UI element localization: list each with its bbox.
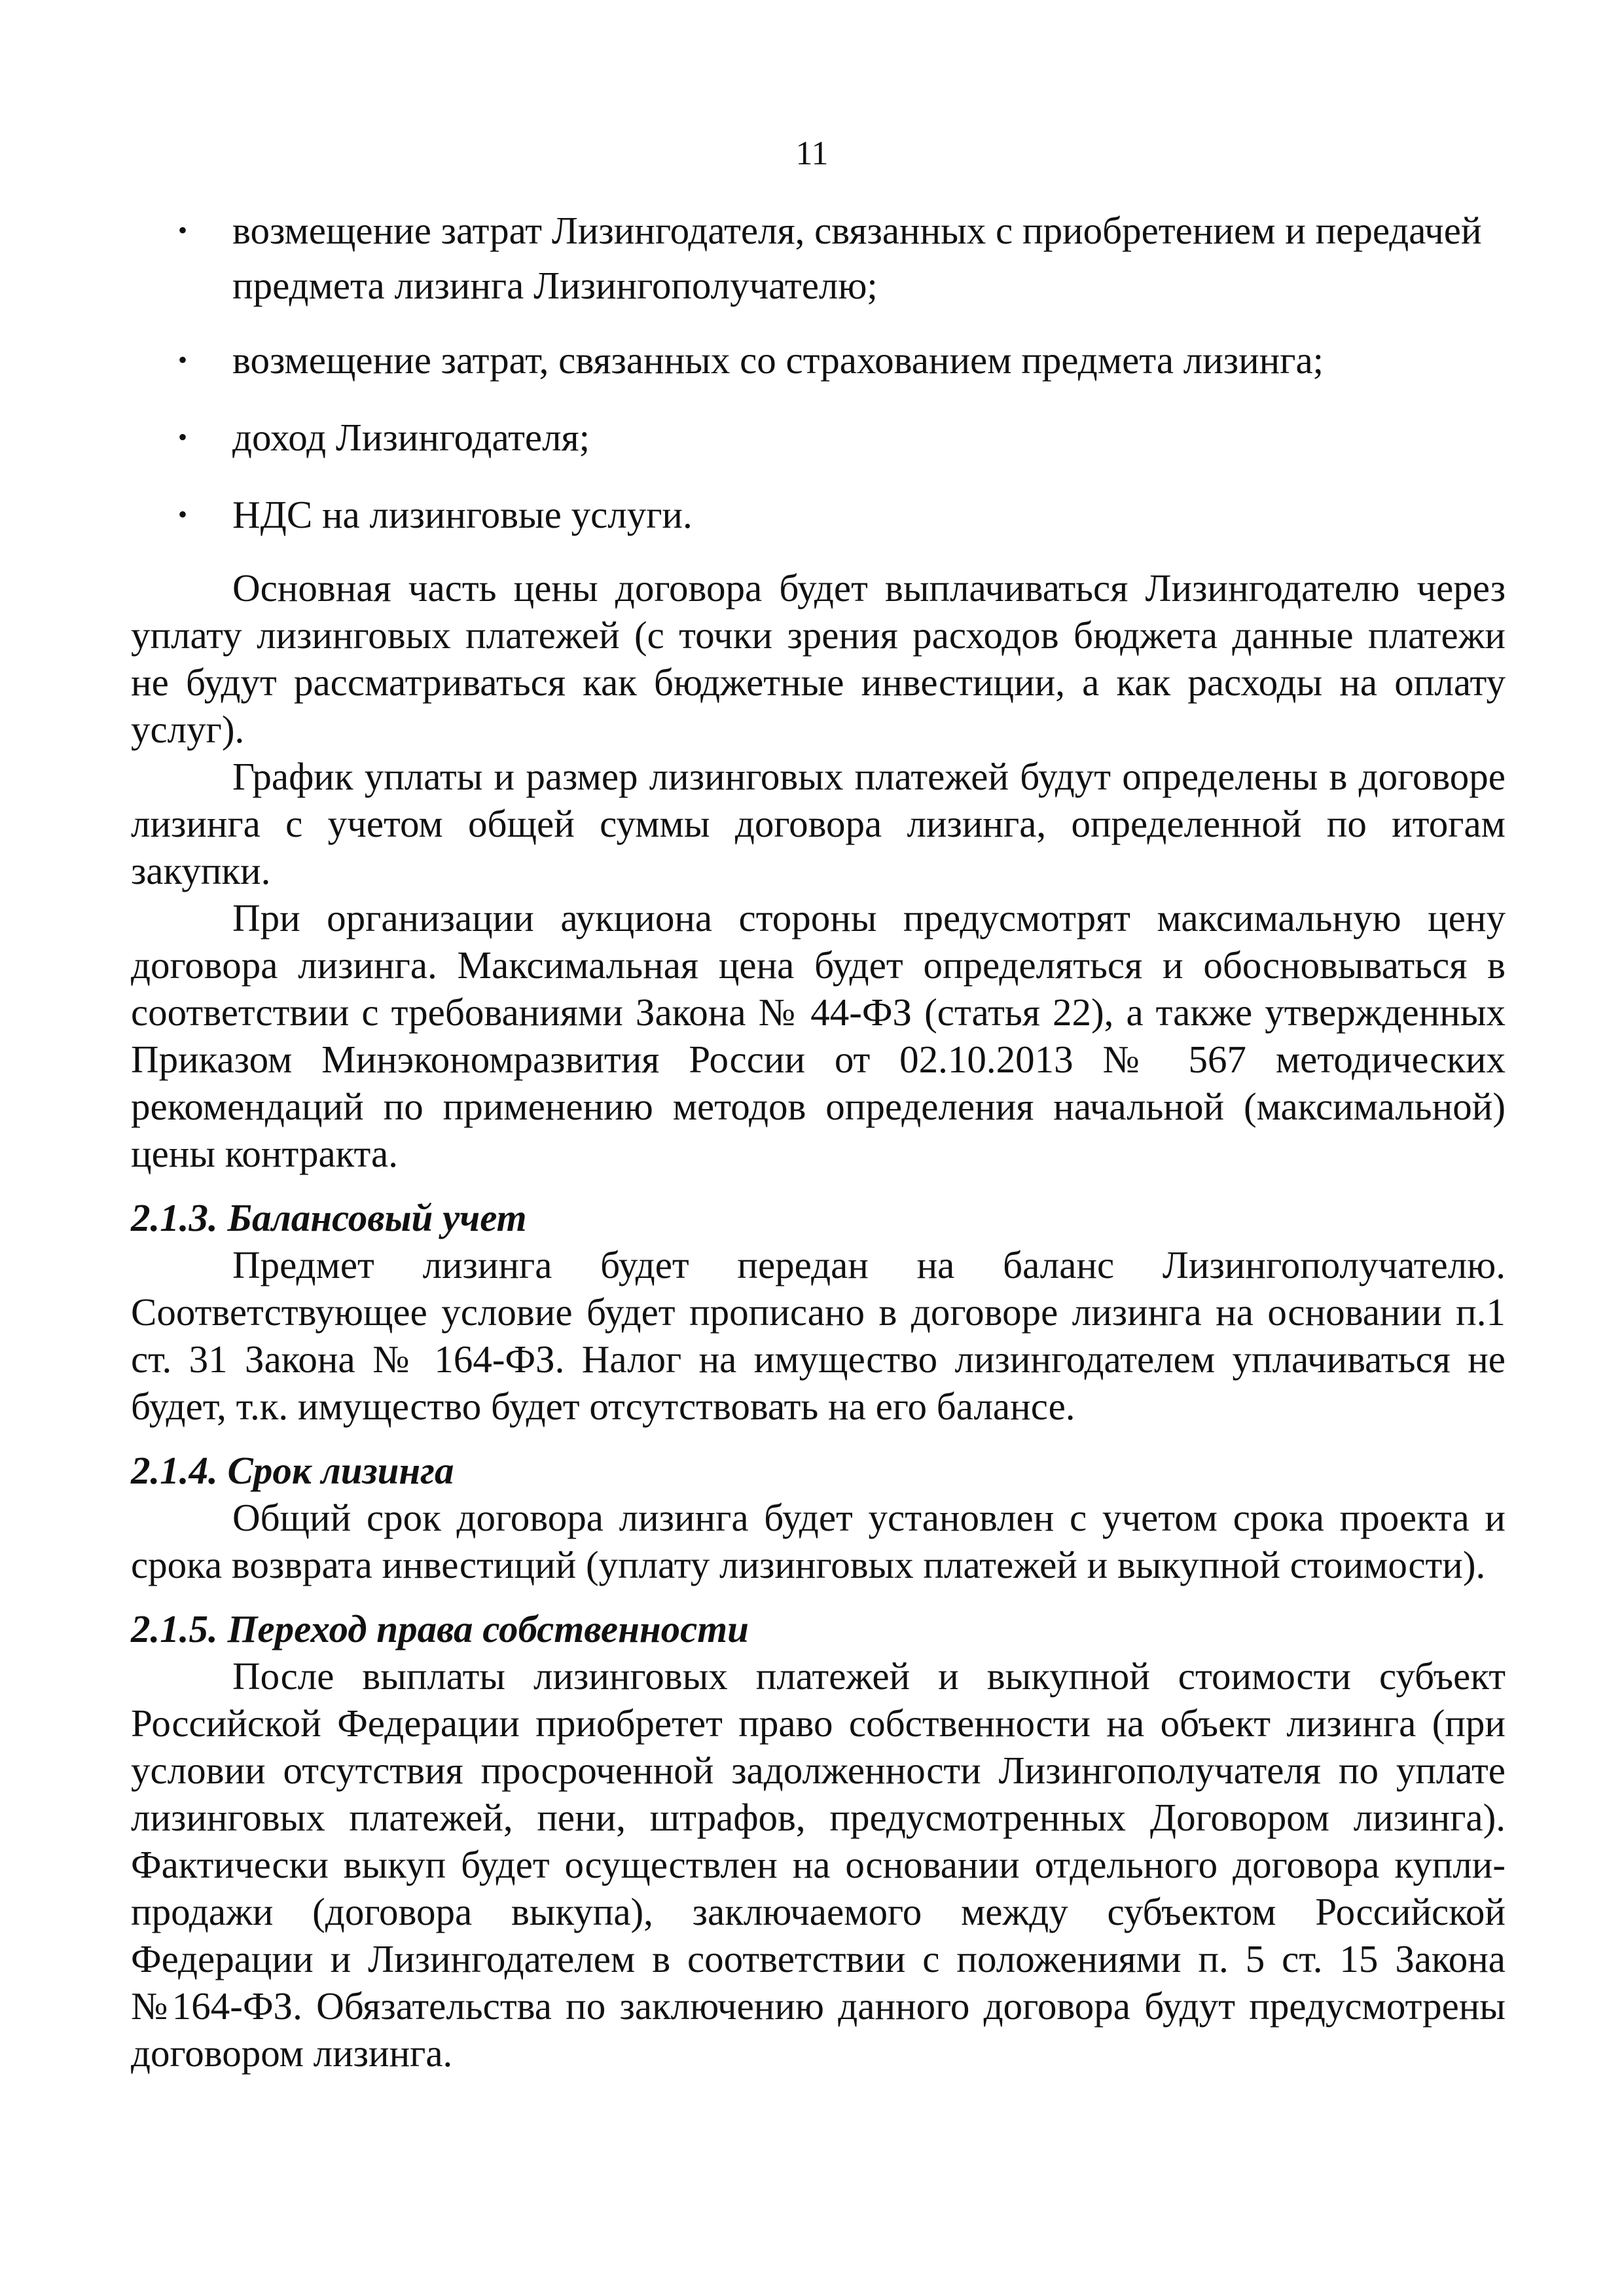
- section-heading-term: 2.1.4. Срок лизинга: [131, 1449, 454, 1492]
- paragraph-balance: Предмет лизинга будет передан на баланс Лизингополучателю. Соответствующее условие будет прописано в договоре лизинга на основании п.1 ст. 31 Закона № 164-ФЗ. Налог на имущество лизингодателем уплачиваться не будет, т.к. имущество будет отсутствовать на его балансе.: [131, 1243, 1506, 1428]
- section-heading-balance: 2.1.3. Балансовый учет: [131, 1196, 527, 1239]
- list-item: [131, 333, 1506, 388]
- list-item-text: доход Лизингодателя;: [232, 416, 590, 459]
- bullet-icon: •: [178, 345, 188, 374]
- list-item: [131, 203, 1506, 313]
- page-content: [131, 203, 1506, 2077]
- paragraph-ownership: После выплаты лизинговых платежей и выкупной стоимости субъект Российской Федерации приобретет право собственности на объект лизинга (при условии отсутствия просроченной задолженности Лизингополучателя по уплате лизинговых платежей, пени, штрафов, предусмотренных Договором лизинга). Фактически выкуп будет осуществлен на основании отдельного договора купли-продажи (договора выкупа), заключаемого между субъектом Российской Федерации и Лизингодателем в соответствии с положениями п. 5 ст. 15 Закона №164-ФЗ. Обязательства по заключению данного договора будут предусмотрены договором лизинга.: [131, 1654, 1506, 2075]
- paragraph-contract-price: Основная часть цены договора будет выплачиваться Лизингодателю через уплату лизинговых платежей (с точки зрения расходов бюджета данные платежи не будут рассматриваться как бюджетные инвестиции, а как расходы на оплату услуг).: [131, 566, 1506, 751]
- list-item: [131, 487, 1506, 542]
- list-item-text: возмещение затрат, связанных со страхованием предмета лизинга;: [232, 338, 1324, 382]
- paragraph-payment-schedule: График уплаты и размер лизинговых платежей будут определены в договоре лизинга с учетом общей суммы договора лизинга, определенной по итогам закупки.: [131, 755, 1506, 892]
- page-number: 11: [795, 135, 829, 172]
- bullet-icon: •: [178, 422, 188, 452]
- bullet-icon: •: [178, 500, 188, 529]
- list-item-text: НДС на лизинговые услуги.: [232, 493, 693, 536]
- bullet-list: [131, 203, 1506, 542]
- section-heading-ownership: 2.1.5. Переход права собственности: [131, 1607, 749, 1650]
- list-item-text: возмещение затрат Лизингодателя, связанных с приобретением и передачей предмета лизинга Лизингополучателю;: [232, 209, 1482, 307]
- paragraph-term: Общий срок договора лизинга будет установлен с учетом срока проекта и срока возврата инвестиций (уплату лизинговых платежей и выкупной стоимости).: [131, 1496, 1506, 1586]
- list-item: [131, 410, 1506, 465]
- bullet-icon: •: [178, 215, 188, 245]
- paragraph-max-price: При организации аукциона стороны предусмотрят максимальную цену договора лизинга. Максимальная цена будет определяться и обосновываться в соответствии с требованиями Закона № 44-ФЗ (статья 22), а также утвержденных Приказом Минэкономразвития России от 02.10.2013 № 567 методических рекомендаций по применению методов определения начальной (максимальной) цены контракта.: [131, 896, 1506, 1175]
